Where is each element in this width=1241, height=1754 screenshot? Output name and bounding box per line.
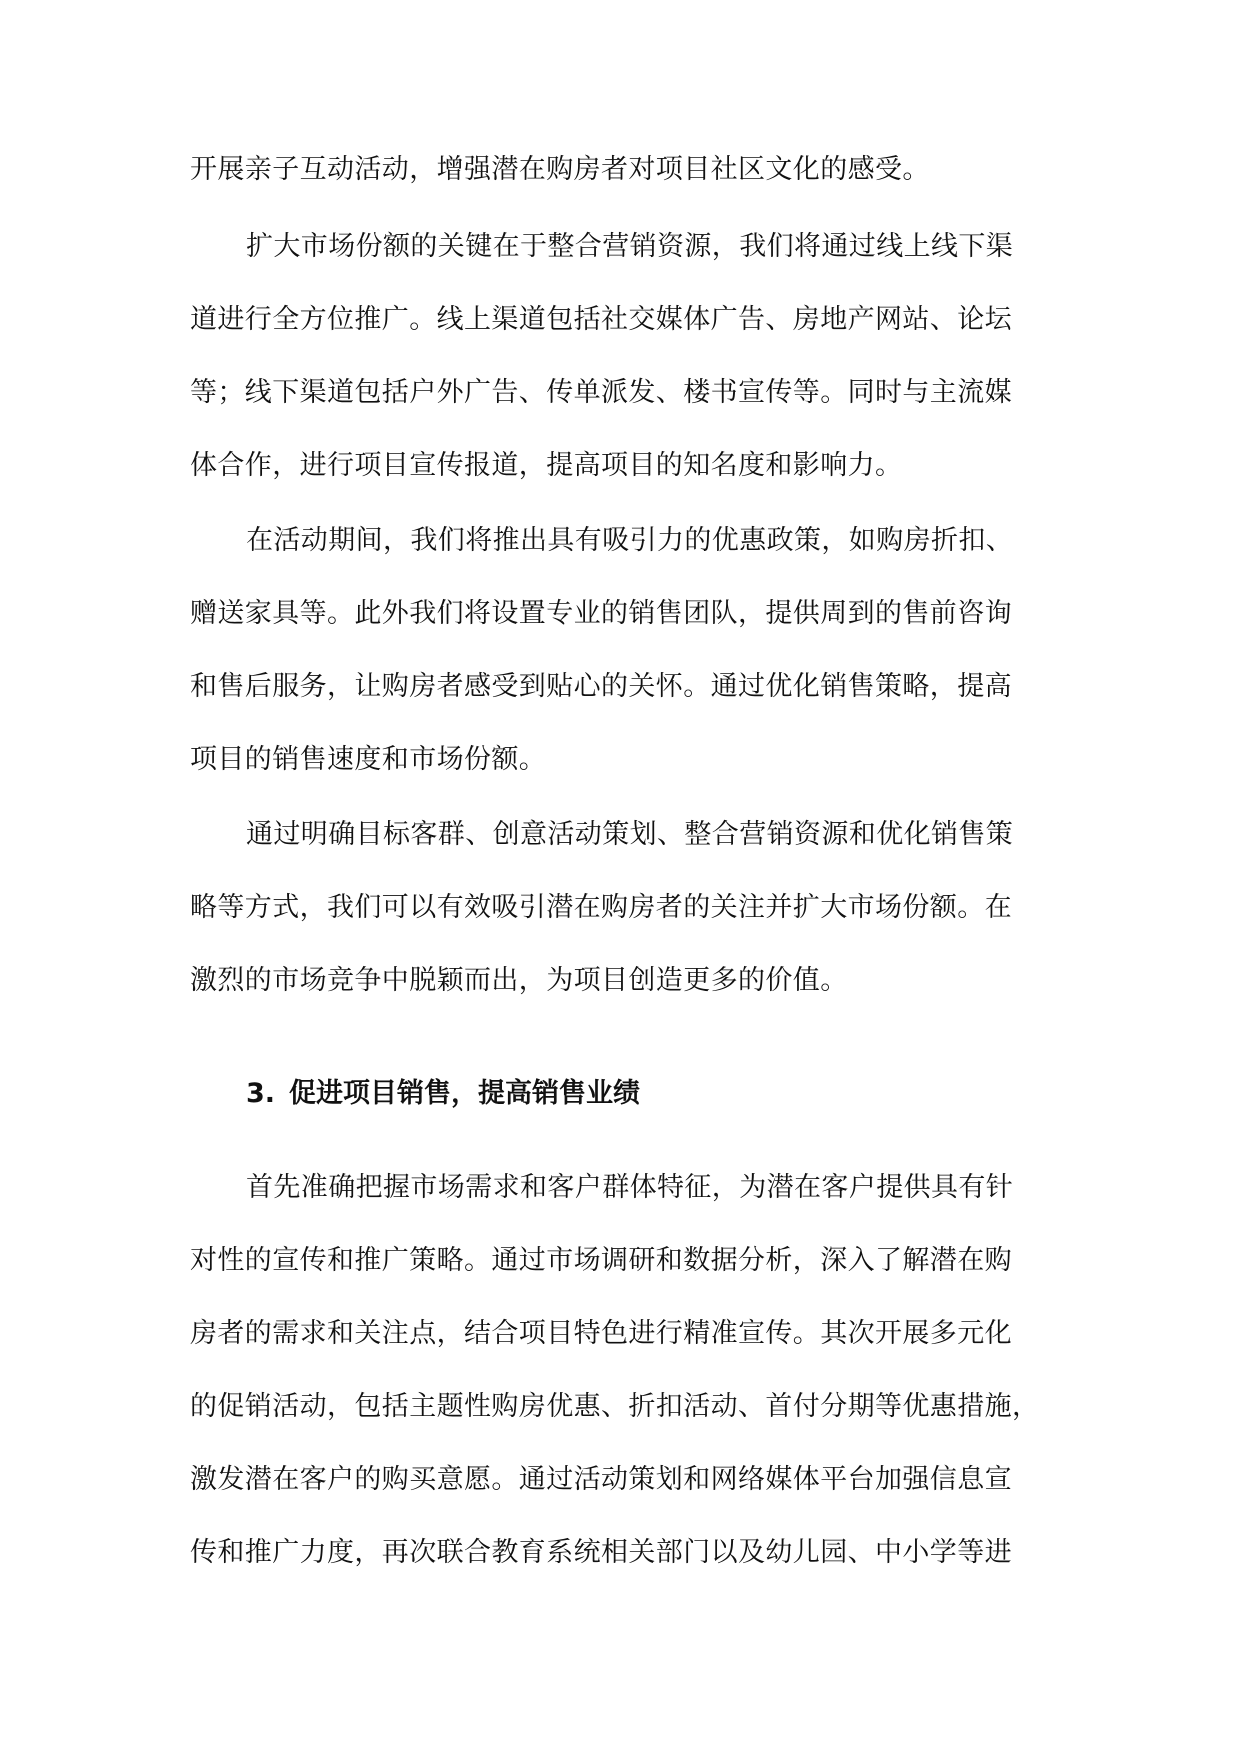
paragraph-5-line-3: 房者的需求和关注点，结合项目特色进行精准宣传。其次开展多元化 — [190, 1318, 1012, 1349]
section-title: 促进项目销售，提高销售业绩 — [289, 1078, 641, 1109]
paragraph-2-line-3: 等；线下渠道包括户外广告、传单派发、楼书宣传等。同时与主流媒 — [190, 377, 1012, 408]
paragraph-2-line-4: 体合作，进行项目宣传报道，提高项目的知名度和影响力。 — [190, 450, 903, 481]
section-number: 3. — [246, 1078, 276, 1109]
section-heading — [246, 1074, 640, 1114]
paragraph-2-line-2: 道进行全方位推广。线上渠道包括社交媒体广告、房地产网站、论坛 — [190, 304, 1012, 335]
paragraph-5-line-5: 激发潜在客户的购买意愿。通过活动策划和网络媒体平台加强信息宣 — [190, 1464, 1012, 1495]
paragraph-3-line-1: 在活动期间，我们将推出具有吸引力的优惠政策，如购房折扣、 — [246, 525, 1014, 556]
paragraph-3-line-3: 和售后服务，让购房者感受到贴心的关怀。通过优化销售策略，提高 — [190, 671, 1012, 702]
paragraph-4-line-3: 激烈的市场竞争中脱颖而出，为项目创造更多的价值。 — [190, 965, 848, 996]
paragraph-5-line-1: 首先准确把握市场需求和客户群体特征，为潜在客户提供具有针 — [246, 1172, 1014, 1203]
paragraph-3-line-2: 赠送家具等。此外我们将设置专业的销售团队，提供周到的售前咨询 — [190, 598, 1012, 629]
paragraph-3-line-4: 项目的销售速度和市场份额。 — [190, 744, 547, 775]
paragraph-5-line-4: 的促销活动，包括主题性购房优惠、折扣活动、首付分期等优惠措施， — [190, 1391, 1040, 1422]
paragraph-4-line-1: 通过明确目标客群、创意活动策划、整合营销资源和优化销售策 — [246, 819, 1014, 850]
paragraph-2-line-1: 扩大市场份额的关键在于整合营销资源，我们将通过线上线下渠 — [246, 231, 1014, 262]
paragraph-1-line-1: 开展亲子互动活动，增强潜在购房者对项目社区文化的感受。 — [190, 154, 930, 185]
paragraph-5-line-2: 对性的宣传和推广策略。通过市场调研和数据分析，深入了解潜在购 — [190, 1245, 1012, 1276]
paragraph-5-line-6: 传和推广力度，再次联合教育系统相关部门以及幼儿园、中小学等进 — [190, 1537, 1012, 1568]
paragraph-4-line-2: 略等方式，我们可以有效吸引潜在购房者的关注并扩大市场份额。在 — [190, 892, 1012, 923]
